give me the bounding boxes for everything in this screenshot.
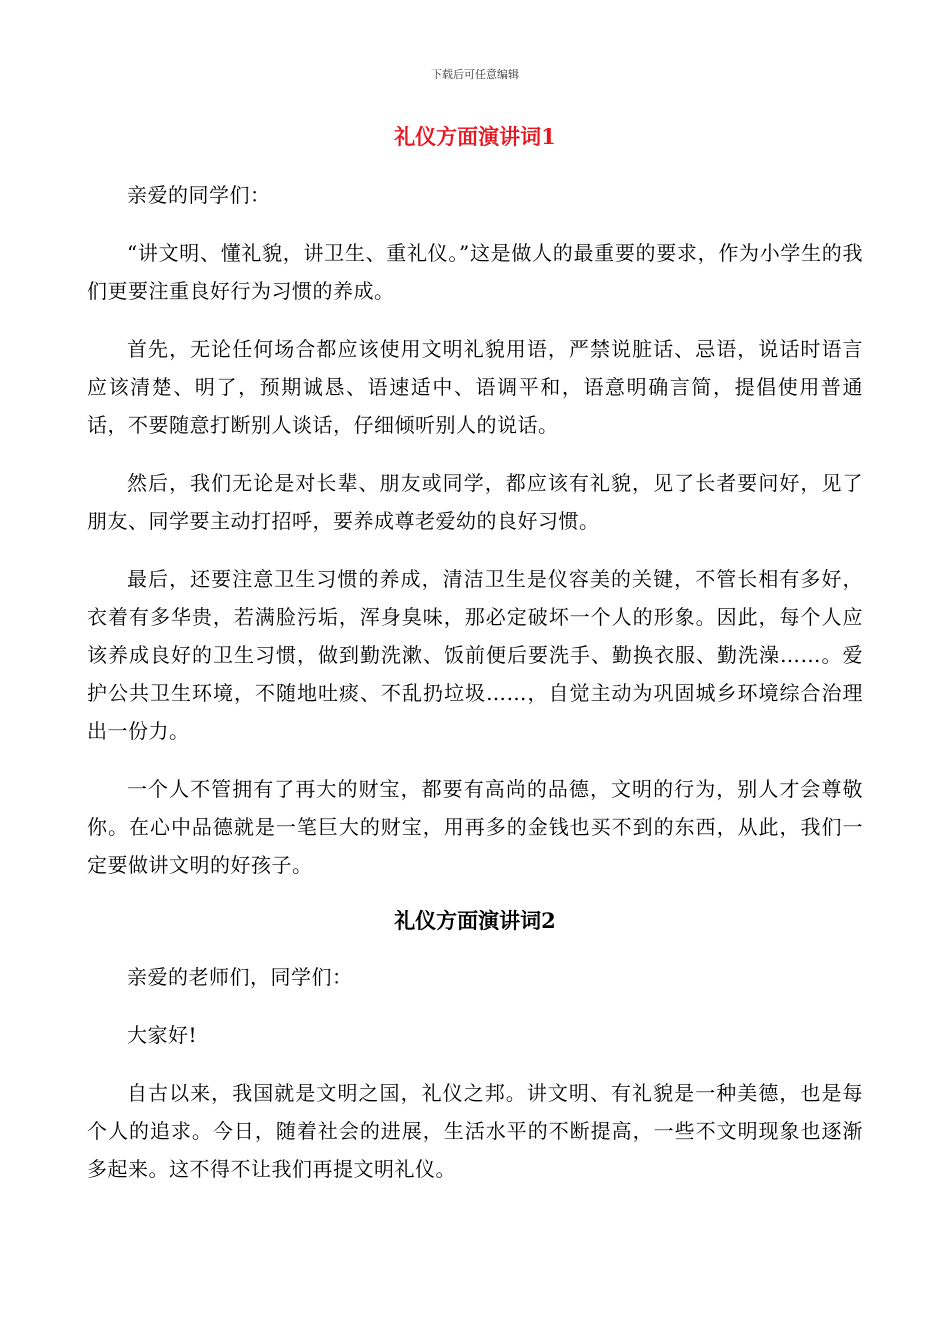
section-1-paragraph-2: “讲文明、懂礼貌，讲卫生、重礼仪。”这是做人的最重要的要求，作为小学生的我们更要注重良好行为习惯的养成。 [87, 241, 863, 303]
document-body [87, 120, 863, 1208]
section-2-title: 礼仪方面演讲词2 [394, 908, 556, 933]
section-1-paragraph-5: 最后，还要注意卫生习惯的养成，清洁卫生是仪容美的关键，不管长相有多好，衣着有多华贵，若满脸污垢，浑身臭味，那必定破坏一个人的形象。因此，每个人应该养成良好的卫生习惯，做到勤洗漱、饭前便后要洗手、勤换衣服、勤洗澡……。爱护公共卫生环境，不随地吐痰、不乱扔垃圾……，自觉主动为巩固城乡环境综合治理出一份力。 [87, 567, 863, 743]
section-2-paragraph-1: 亲爱的老师们，同学们： [127, 965, 353, 989]
section-1-paragraph-6: 一个人不管拥有了再大的财宝，都要有高尚的品德，文明的行为，别人才会尊敬你。在心中品德就是一笔巨大的财宝，用再多的金钱也买不到的东西，从此，我们一定要做讲文明的好孩子。 [87, 777, 863, 877]
section-1-paragraph-3: 首先，无论任何场合都应该使用文明礼貌用语，严禁说脏话、忌语，说话时语言应该清楚、明了，预期诚恳、语速适中、语调平和，语意明确言简，提倡使用普通话，不要随意打断别人谈话，仔细倾听别人的说话。 [87, 337, 863, 437]
header-note: 下载后可任意编辑 [431, 68, 519, 81]
section-2-paragraph-2: 大家好! [127, 1023, 198, 1047]
section-1-paragraph-1: 亲爱的同学们： [127, 183, 271, 207]
section-2-paragraph-3: 自古以来，我国就是文明之国，礼仪之邦。讲文明、有礼貌是一种美德，也是每个人的追求。今日，随着社会的进展，生活水平的不断提高，一些不文明现象也逐渐多起来。这不得不让我们再提文明礼仪。 [87, 1081, 863, 1181]
section-1-paragraph-4: 然后，我们无论是对长辈、朋友或同学，都应该有礼貌，见了长者要问好，见了朋友、同学要主动打招呼，要养成尊老爱幼的良好习惯。 [87, 471, 863, 533]
section-1-title: 礼仪方面演讲词1 [394, 124, 556, 149]
